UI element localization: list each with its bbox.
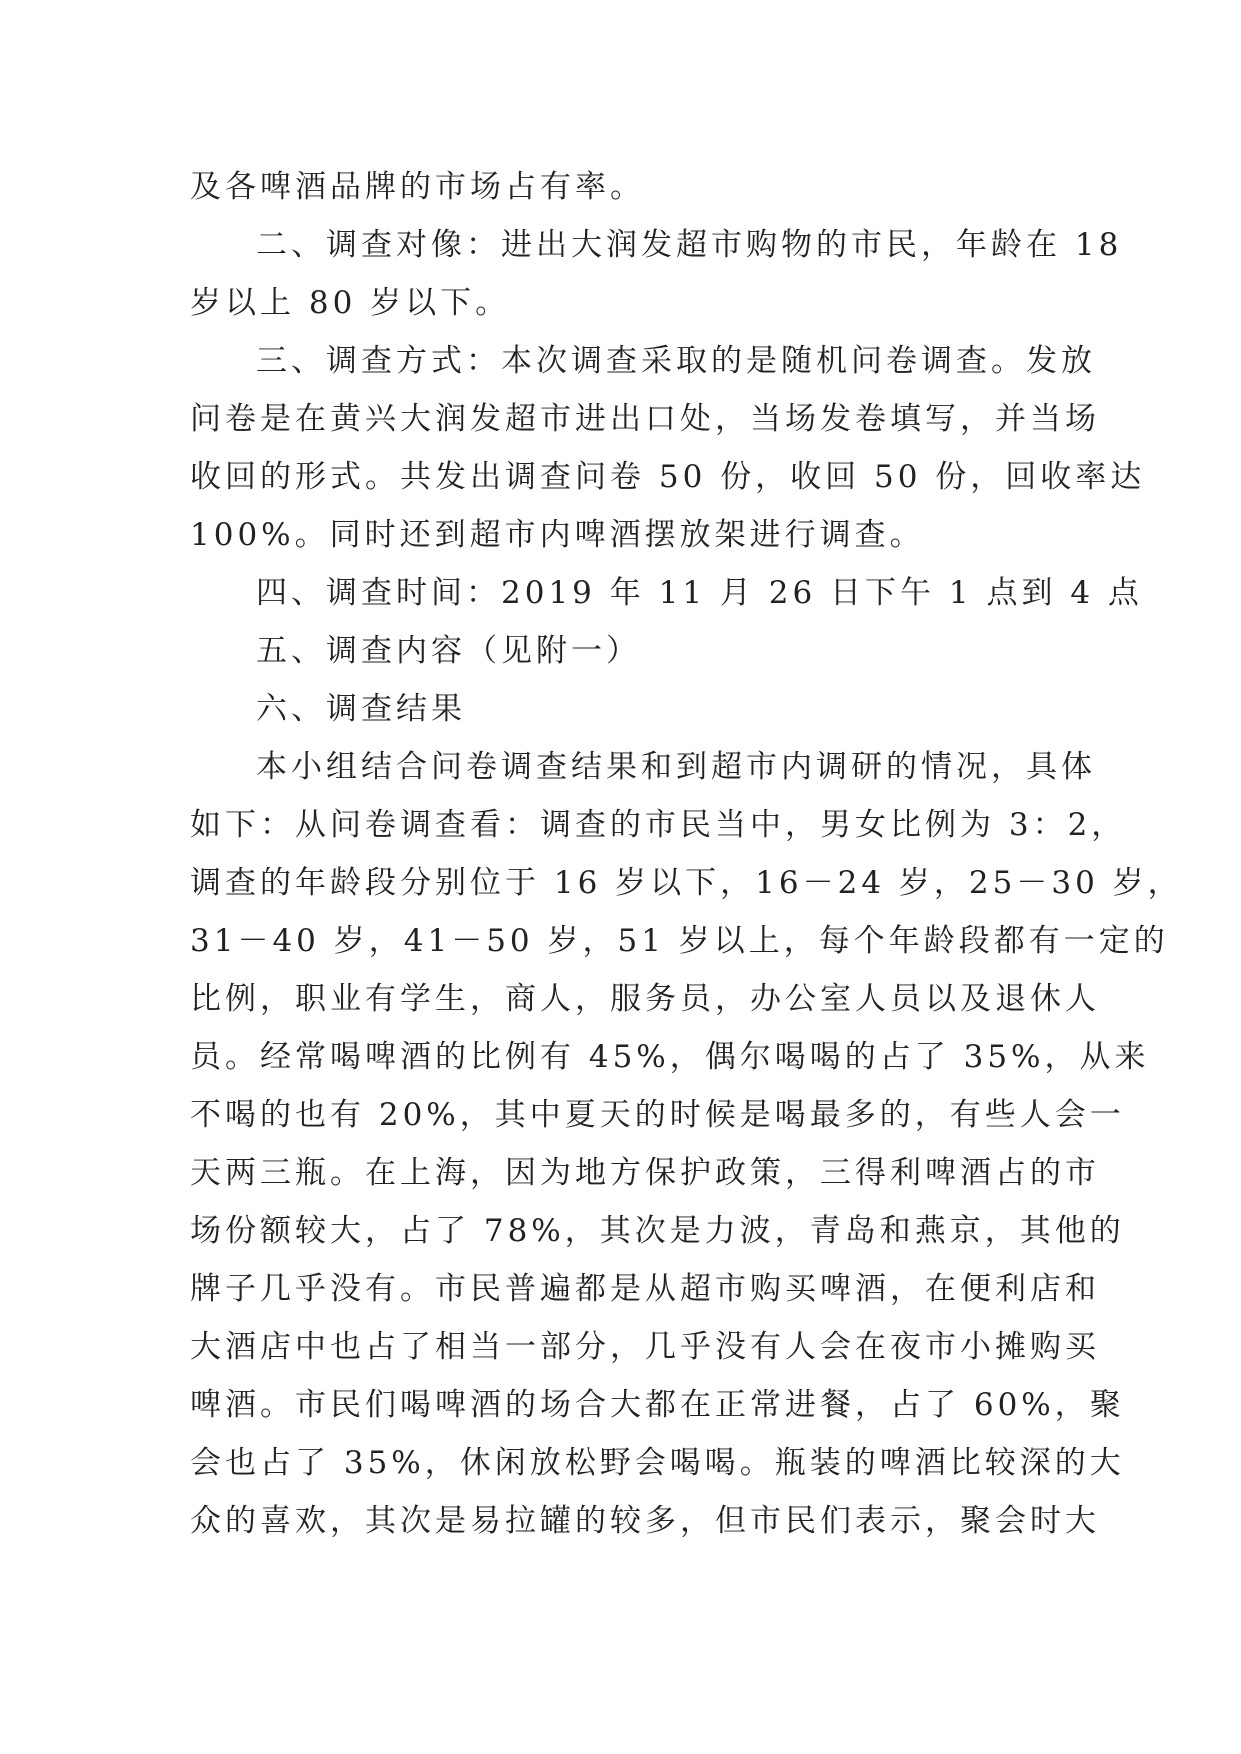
text-line: 场份额较大，占了 78%，其次是力波，青岛和燕京，其他的 <box>190 1213 1125 1249</box>
text-line: 大酒店中也占了相当一部分，几乎没有人会在夜市小摊购买 <box>190 1329 1100 1365</box>
text-line: 不喝的也有 20%，其中夏天的时候是喝最多的，有些人会一 <box>190 1097 1125 1133</box>
section-6-heading-line: 六、调查结果 <box>256 691 466 727</box>
text-line: 天两三瓶。在上海，因为地方保护政策，三得利啤酒占的市 <box>190 1155 1100 1191</box>
text-line: 众的喜欢，其次是易拉罐的较多，但市民们表示，聚会时大 <box>190 1503 1100 1539</box>
body-text <box>190 158 1183 1550</box>
text-line: 31－40 岁，41－50 岁，51 岁以上，每个年龄段都有一定的 <box>190 923 1169 959</box>
text-line: 如下：从问卷调查看：调查的市民当中，男女比例为 3：2， <box>190 807 1127 843</box>
text-line: 调查的年龄段分别位于 16 岁以下，16－24 岁，25－30 岁， <box>190 865 1183 901</box>
section-4-heading-line: 四、调查时间：2019 年 11 月 26 日下午 1 点到 4 点 <box>256 575 1143 611</box>
text-line: 问卷是在黄兴大润发超市进出口处，当场发卷填写，并当场 <box>190 401 1100 437</box>
section-2-heading-line: 二、调查对像：进出大润发超市购物的市民，年龄在 18 <box>256 227 1123 263</box>
text-line: 及各啤酒品牌的市场占有率。 <box>190 169 645 205</box>
text-line: 啤酒。市民们喝啤酒的场合大都在正常进餐，占了 60%，聚 <box>190 1387 1125 1423</box>
section-5-heading-line: 五、调查内容（见附一） <box>256 633 641 669</box>
text-line: 会也占了 35%，休闲放松野会喝喝。瓶装的啤酒比较深的大 <box>190 1445 1125 1481</box>
text-line: 岁以上 80 岁以下。 <box>190 285 511 321</box>
text-line: 员。经常喝啤酒的比例有 45%，偶尔喝喝的占了 35%，从来 <box>190 1039 1150 1075</box>
text-line: 收回的形式。共发出调查问卷 50 份，收回 50 份，回收率达 <box>190 459 1146 495</box>
text-line: 比例，职业有学生，商人，服务员，办公室人员以及退休人 <box>190 981 1100 1017</box>
section-3-heading-line: 三、调查方式：本次调查采取的是随机问卷调查。发放 <box>256 343 1096 379</box>
paragraph-start-line: 本小组结合问卷调查结果和到超市内调研的情况，具体 <box>256 749 1096 785</box>
text-line: 100%。同时还到超市内啤酒摆放架进行调查。 <box>190 517 925 553</box>
text-line: 牌子几乎没有。市民普遍都是从超市购买啤酒，在便利店和 <box>190 1271 1100 1307</box>
